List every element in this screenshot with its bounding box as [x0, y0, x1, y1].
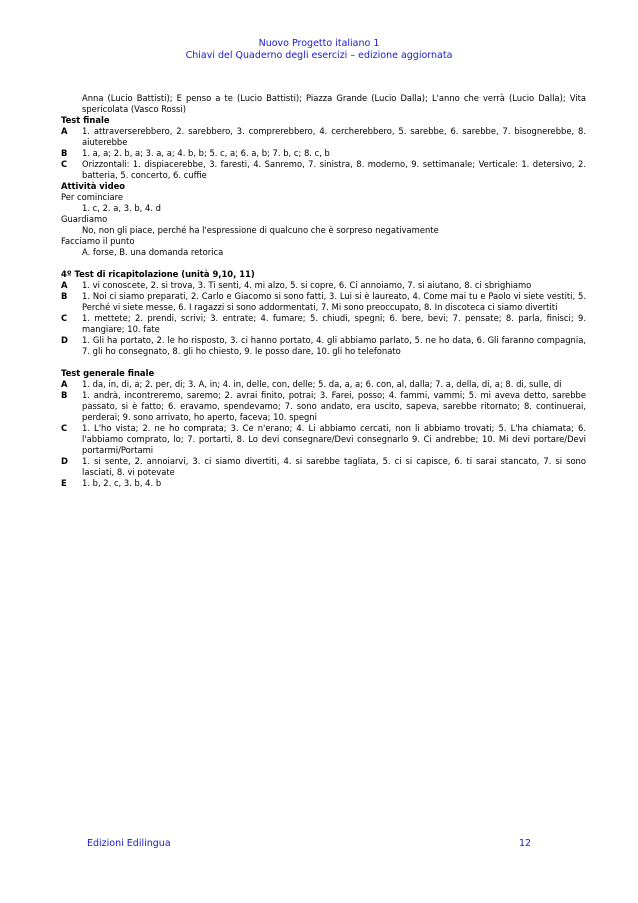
- entry-letter: A: [61, 379, 68, 389]
- entry-letter: E: [61, 478, 67, 488]
- page-header: [0, 38, 638, 62]
- subsection-label: Facciamo il punto: [61, 236, 135, 246]
- intro-text: Anna (Lucio Battisti); E penso a te (Lucio Battisti); Piazza Grande (Lucio Dalla); L'anno che verrà (Lucio Dalla); Vita spericolata (Vasco Rossi): [82, 93, 586, 114]
- entry-text: 1. mettete; 2. prendi, scrivi; 3. entrate; 4. fumare; 5. chiudi, spegni; 6. bere, bevi; 7. pensate; 8. parla, finisci; 9. mangiare; 10. fate: [82, 313, 586, 334]
- answer-entry: [61, 313, 586, 335]
- entry-letter: D: [61, 456, 68, 466]
- answer-entry: [61, 159, 586, 181]
- entry-letter: A: [61, 126, 68, 136]
- answer-entry: [61, 379, 586, 390]
- entry-text: 1. andrà, incontreremo, saremo; 2. avrai finito, potrai; 3. Farei, posso; 4. fammi, vammi; 5. mi aveva detto, sarebbe passato, si è fatto; 6. eravamo, spendevamo; 7. sono andato, era uscito, sapeva, sarebbe ritornato; 8. continuerai, perderai; 9. sono arrivato, ho aperto, faceva; 10. spegni: [82, 390, 586, 422]
- entry-letter: B: [61, 291, 68, 301]
- entry-letter: C: [61, 159, 68, 169]
- entry-text: 1. attraverserebbero, 2. sarebbero, 3. comprerebbero, 4. cercherebbero, 5. sarebbe, 6. sarebbe, 7. bisognerebbe, 8. aiuterebbe: [82, 126, 586, 147]
- entry-letter: A: [61, 280, 68, 290]
- answer-entry: [61, 390, 586, 423]
- subsection-text: No, non gli piace, perché ha l'espressione di qualcuno che è sorpreso negativamente: [82, 225, 439, 235]
- entry-text: 1. si sente, 2. annoiarvi, 3. ci siamo divertiti, 4. si sarebbe tagliata, 5. ci si capisce, 6. ti sarai stancato, 7. si sono lasciati, 8. vi potevate: [82, 456, 586, 477]
- section-title-test-generale: Test generale finale: [61, 368, 155, 378]
- answer-entry: [61, 148, 586, 159]
- subsection-text: A. forse, B. una domanda retorica: [82, 247, 224, 257]
- entry-letter: C: [61, 313, 68, 323]
- answer-entry: [61, 291, 586, 313]
- page-content: [61, 93, 586, 489]
- header-subtitle: Chiavi del Quaderno degli esercizi – edizione aggiornata: [185, 50, 453, 61]
- answer-entry: [61, 478, 586, 489]
- entry-letter: C: [61, 423, 68, 433]
- entry-text: 1. b, 2. c, 3. b, 4. b: [82, 478, 162, 488]
- entry-text: 1. da, in, di, a; 2. per, di; 3. A, in; 4. in, delle, con, delle; 5. da, a, a; 6. con, al, dalla; 7. a, della, di, a; 8. di, sulle, di: [82, 379, 562, 389]
- entry-text: 1. Gli ha portato, 2. le ho risposto, 3. ci hanno portato, 4. gli abbiamo parlato, 5. ne ho data, 6. Gli faranno compagnia, 7. gli ho consegnato, 8. gli ho chiesto, 9. le posso dare, 10. gli ho telefonato: [82, 335, 586, 356]
- spacer: [61, 258, 586, 269]
- answer-entry: [61, 456, 586, 478]
- entry-text: Orizzontali: 1. dispiacerebbe, 3. faresti, 4. Sanremo, 7. sinistra, 8. moderno, 9. settimanale; Verticale: 1. detersivo, 2. batteria, 5. concerto, 6. cuffie: [82, 159, 586, 180]
- header-title: Nuovo Progetto italiano 1: [258, 38, 380, 49]
- answer-entry: [61, 126, 586, 148]
- entry-text: 1. a, a; 2. b, a; 3. a, a; 4. b, b; 5. c, a; 6. a, b; 7. b, c; 8. c, b: [82, 148, 330, 158]
- answer-entry: [61, 423, 586, 456]
- entry-text: 1. Noi ci siamo preparati, 2. Carlo e Giacomo si sono fatti, 3. Lui si è laureato, 4. Come mai tu e Paolo vi siete vestiti, 5. Perché vi siete messe, 6. I ragazzi si sono addormentati, 7. Mi sono preoccupato, 8. In discoteca ci siamo divertiti: [82, 291, 586, 312]
- entry-text: 1. vi conoscete, 2. si trova, 3. Ti senti, 4. mi alzo, 5. si copre, 6. Ci annoiamo, 7. si aiutano, 8. ci sbrighiamo: [82, 280, 532, 290]
- page-number: 12: [519, 838, 532, 849]
- section-title-attivita-video: Attività video: [61, 181, 126, 191]
- answer-entry: [61, 335, 586, 357]
- section-title-test-finale: Test finale: [61, 115, 110, 125]
- entry-letter: D: [61, 335, 68, 345]
- entry-letter: B: [61, 390, 68, 400]
- subsection-label: Per cominciare: [61, 192, 124, 202]
- footer-publisher: Edizioni Edilingua: [87, 838, 171, 849]
- entry-letter: B: [61, 148, 68, 158]
- subsection-label: Guardiamo: [61, 214, 108, 224]
- answer-entry: [61, 280, 586, 291]
- entry-text: 1. L'ho vista; 2. ne ho comprata; 3. Ce n'erano; 4. Li abbiamo cercati, non li abbiamo trovati; 5. L'ha chiamata; 6. l'abbiamo comprato, lo; 7. portarti, 8. Lo devi consegnare/Devi consegnarlo 9. Ci andrebbe; 10. Mi devi portare/Devi portarmi/Portami: [82, 423, 586, 455]
- subsection-text: 1. c, 2. a, 3. b, 4. d: [82, 203, 161, 213]
- section-title-test-ricapitolazione: 4º Test di ricapitolazione (unità 9,10, 11): [61, 269, 255, 279]
- spacer: [61, 357, 586, 368]
